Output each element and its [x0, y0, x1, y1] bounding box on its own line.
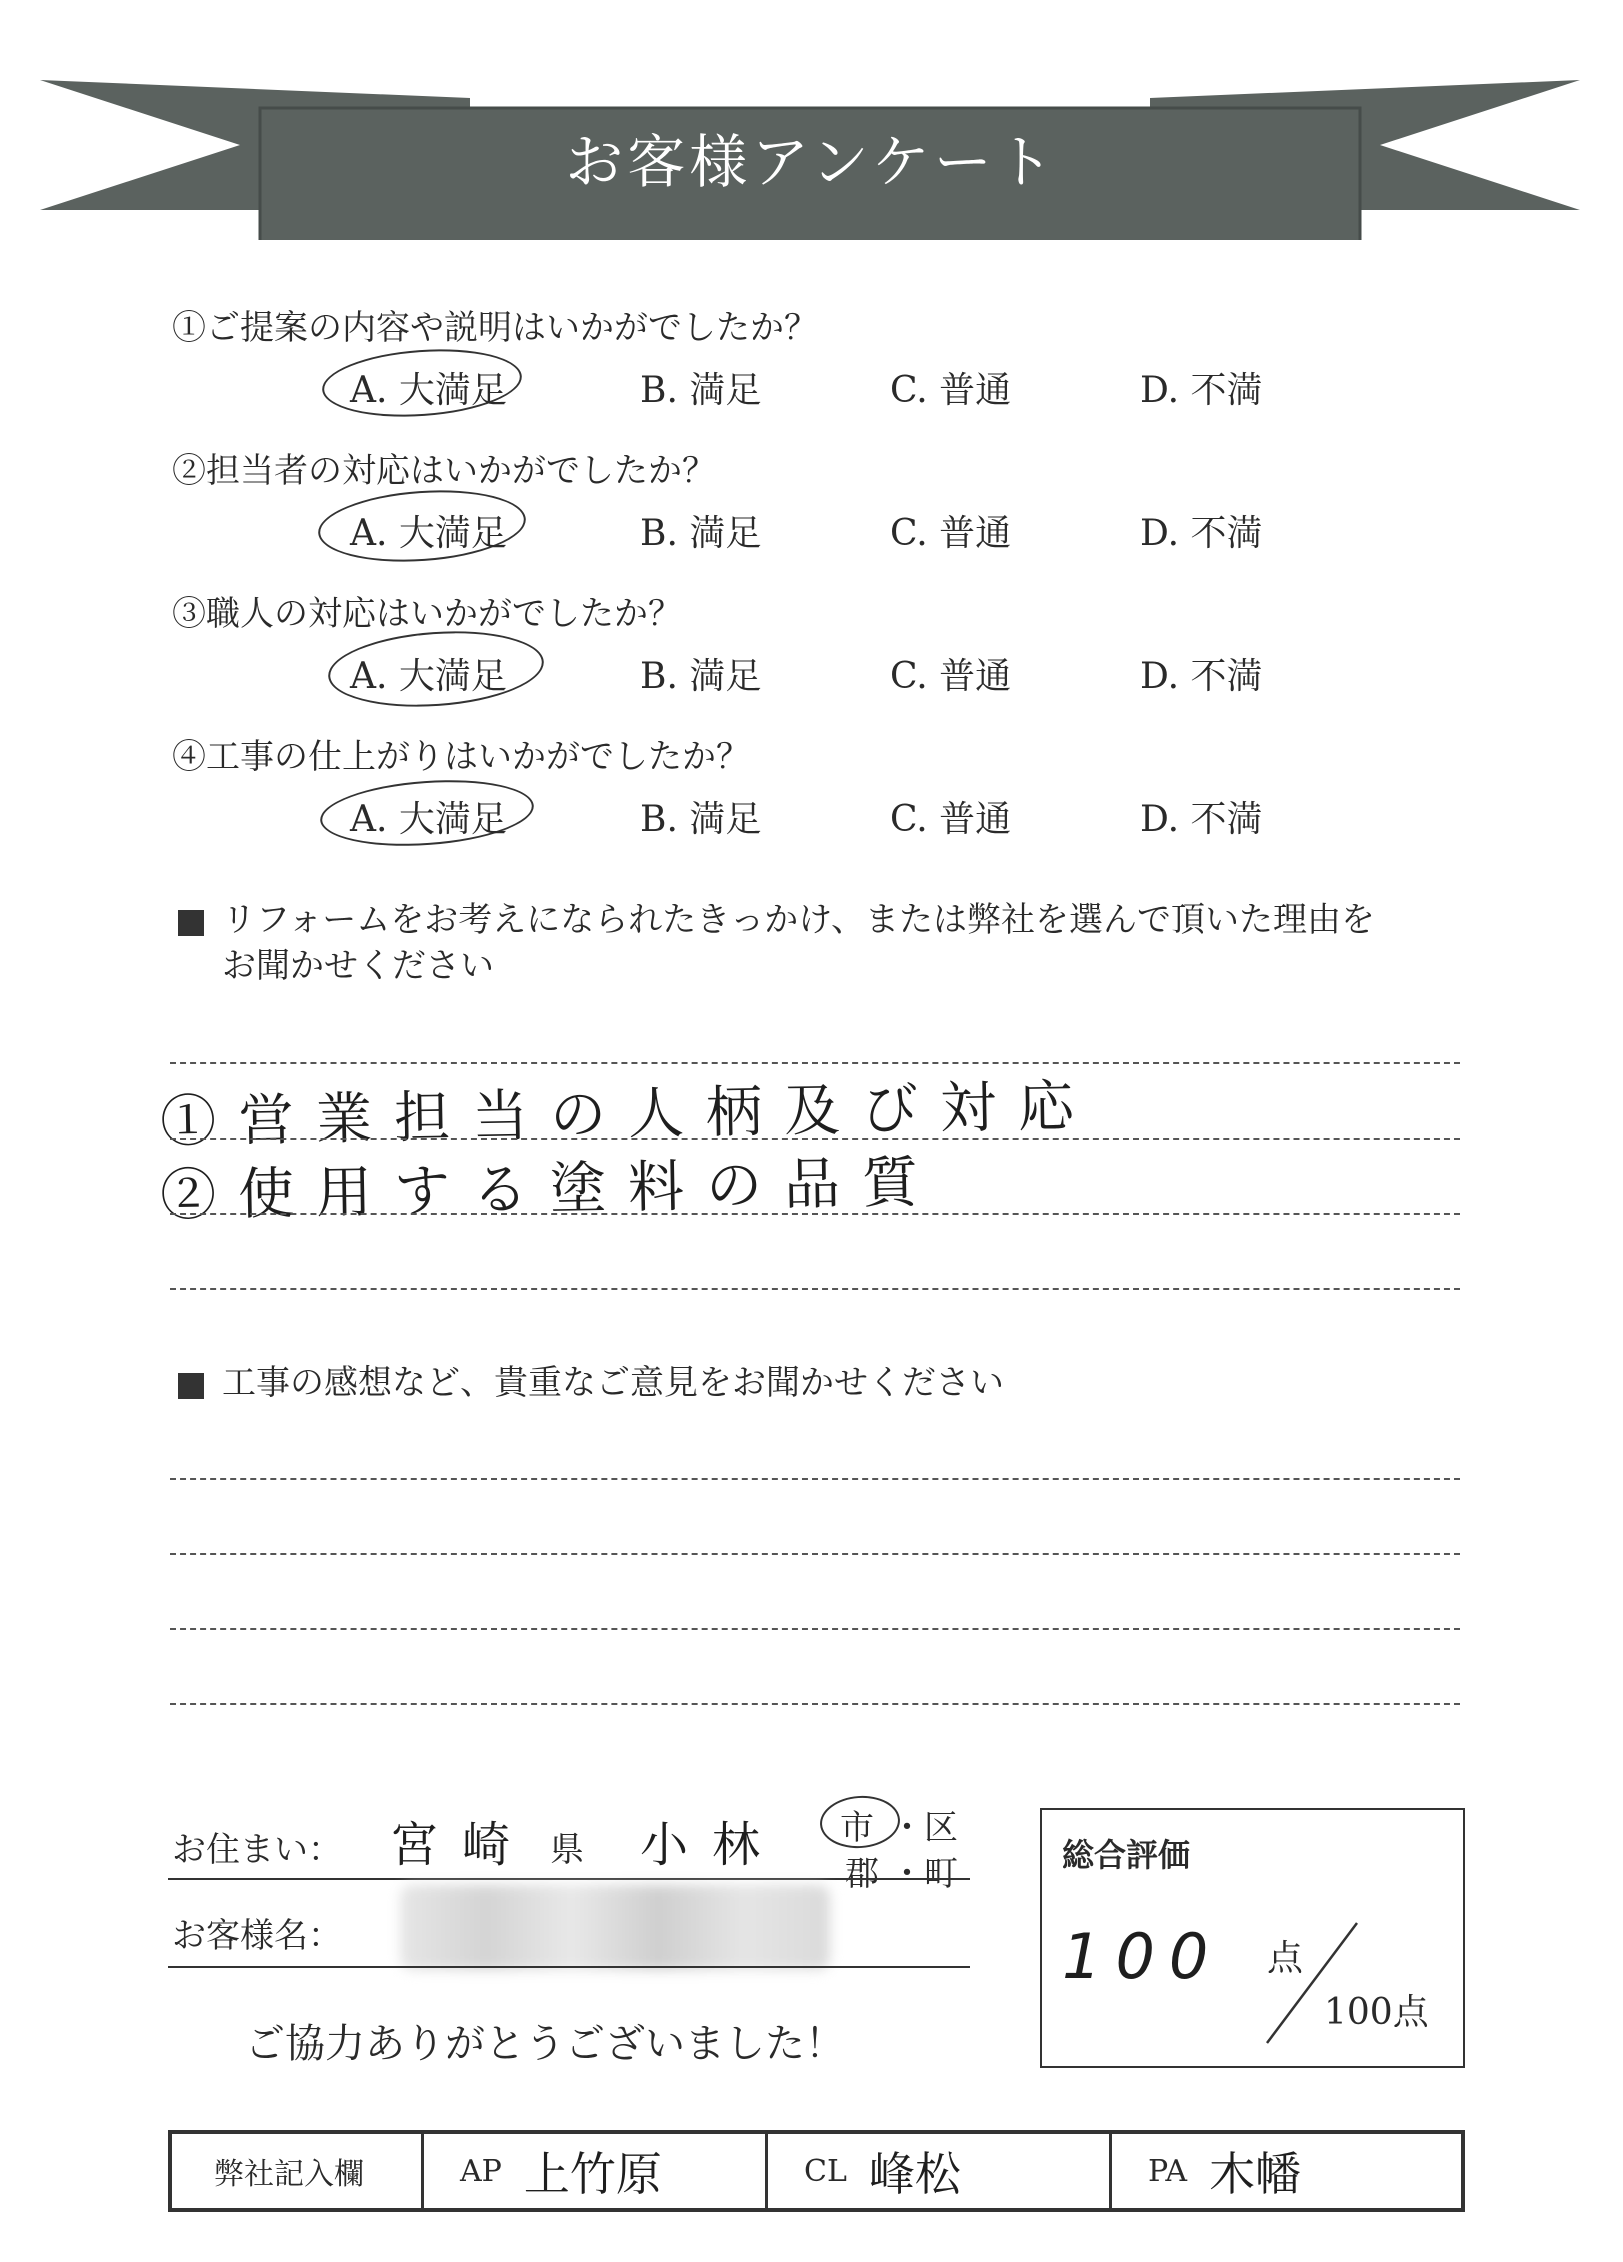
ap-cell	[424, 2134, 768, 2208]
address-label: お住まい：	[172, 1830, 342, 1870]
ap-label: AP	[460, 2153, 502, 2189]
thanks-message: ご協力ありがとうございました！	[245, 2021, 845, 2067]
option-a[interactable]: A. 大満足	[350, 799, 507, 840]
ku-option[interactable]: ・区	[890, 1808, 958, 1848]
office-use-label-cell	[172, 2134, 424, 2208]
answer-handwritten-1: ①営業担当の人柄及び対応	[159, 1073, 1097, 1156]
answer-line	[170, 1213, 1460, 1215]
section1-heading-line1: リフォームをお考えになられたきっかけ、または弊社を選んで頂いた理由を	[222, 900, 1375, 940]
cl-value: 峰松	[868, 2147, 961, 2201]
customer-name-underline	[168, 1966, 970, 1968]
shi-option[interactable]: 市	[840, 1808, 874, 1848]
option-d[interactable]: D. 不満	[1140, 799, 1263, 840]
option-a[interactable]: A. 大満足	[350, 656, 507, 697]
option-a[interactable]: A. 大満足	[350, 513, 507, 554]
rating-score-handwritten: 100	[1062, 1920, 1223, 1993]
options-row-2	[0, 505, 1623, 565]
option-b[interactable]: B. 満足	[640, 799, 762, 840]
section-bullet	[178, 1373, 204, 1399]
comment-line	[170, 1478, 1460, 1480]
question-2: ②担当者の対応はいかがでしたか？	[172, 451, 716, 491]
rating-unit: 点	[1267, 1938, 1304, 1979]
option-c[interactable]: C. 普通	[890, 799, 1012, 840]
options-row-1	[0, 362, 1623, 422]
answer-line	[170, 1288, 1460, 1290]
option-a[interactable]: A. 大満足	[350, 370, 507, 411]
customer-name-label: お客様名：	[172, 1916, 342, 1956]
question-3: ③職人の対応はいかがでしたか？	[172, 594, 682, 634]
address-underline	[168, 1878, 970, 1880]
prefecture-handwritten: 宮崎	[390, 1817, 535, 1873]
cl-label: CL	[804, 2153, 847, 2189]
office-use-label: 弊社記入欄	[214, 2157, 364, 2192]
ap-value: 上竹原	[523, 2147, 662, 2201]
options-row-3	[0, 648, 1623, 708]
overall-rating-box	[1040, 1808, 1465, 2068]
section-bullet	[178, 910, 204, 936]
comment-line	[170, 1703, 1460, 1705]
rating-label: 総合評価	[1062, 1836, 1191, 1874]
pa-label: PA	[1148, 2153, 1188, 2189]
pa-cell	[1112, 2134, 1461, 2208]
pa-value: 木幡	[1209, 2147, 1302, 2201]
customer-name-redacted	[400, 1885, 830, 1970]
option-d[interactable]: D. 不満	[1140, 370, 1263, 411]
option-c[interactable]: C. 普通	[890, 656, 1012, 697]
option-b[interactable]: B. 満足	[640, 513, 762, 554]
option-d[interactable]: D. 不満	[1140, 656, 1263, 697]
gun-option[interactable]: 郡	[845, 1854, 879, 1894]
question-4: ④工事の仕上がりはいかがでしたか？	[172, 737, 750, 777]
section2-heading: 工事の感想など、貴重なご意見をお聞かせください	[222, 1363, 1004, 1403]
comment-line	[170, 1553, 1460, 1555]
cl-cell	[768, 2134, 1112, 2208]
answer-handwritten-2: ②使用する塗料の品質	[159, 1150, 941, 1229]
page-title: お客様アンケート	[565, 128, 1058, 196]
city-handwritten: 小林	[640, 1817, 785, 1873]
option-b[interactable]: B. 満足	[640, 370, 762, 411]
comment-line	[170, 1628, 1460, 1630]
rating-max: 100点	[1324, 1992, 1429, 2033]
cho-option[interactable]: ・町	[890, 1854, 958, 1894]
option-c[interactable]: C. 普通	[890, 513, 1012, 554]
prefecture-suffix: 県	[550, 1830, 584, 1870]
answer-line	[170, 1062, 1460, 1064]
section1-heading-line2: お聞かせください	[222, 946, 494, 986]
question-1: ①ご提案の内容や説明はいかがでしたか？	[172, 308, 818, 348]
office-use-table	[168, 2130, 1465, 2212]
options-row-4	[0, 791, 1623, 851]
option-d[interactable]: D. 不満	[1140, 513, 1263, 554]
option-b[interactable]: B. 満足	[640, 656, 762, 697]
option-c[interactable]: C. 普通	[890, 370, 1012, 411]
